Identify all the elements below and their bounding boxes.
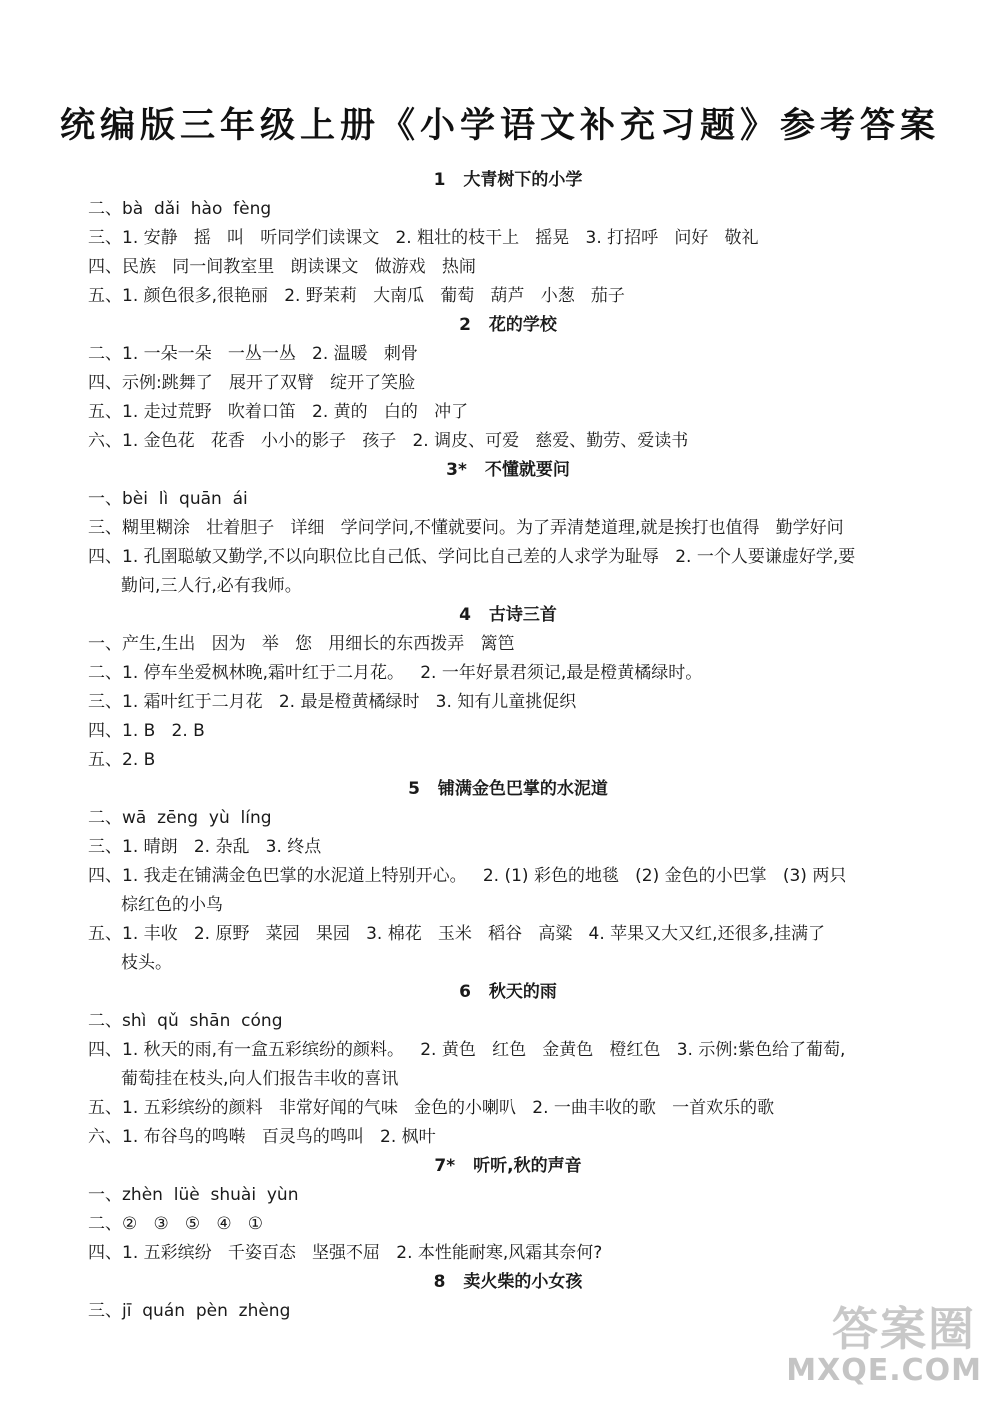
lesson-number: 7* <box>434 1156 456 1176</box>
answer-line: 五、1. 五彩缤纷的颜料 非常好闻的气味 金色的小喇叭 2. 一曲丰收的歌 一首欢乐的歌 <box>88 1098 775 1118</box>
lesson-number: 4 <box>459 605 471 625</box>
lesson-title: 铺满金色巴掌的水泥道 <box>437 779 608 799</box>
answer-line: 二、② ③ ⑤ ④ ① <box>88 1214 264 1234</box>
page-title: 统编版三年级上册《小学语文补充习题》参考答案 <box>59 105 940 146</box>
answer-line: 三、1. 安静 摇 叫 听同学们读课文 2. 粗壮的枝干上 摇晃 3. 打招呼 问好 敬礼 <box>88 228 759 248</box>
lesson-title: 秋天的雨 <box>488 982 557 1002</box>
lesson-title: 大青树下的小学 <box>463 170 583 190</box>
lesson-heading <box>88 456 928 485</box>
lesson-number: 6 <box>459 982 471 1002</box>
answer-line: 二、1. 停车坐爱枫林晚,霜叶红于二月花。 2. 一年好景君须记,最是橙黄橘绿时。 <box>88 663 703 683</box>
answer-line: 二、bà dǎi hào fèng <box>88 199 272 219</box>
watermark-top-text: 答案圈 <box>832 1302 976 1356</box>
answer-line-continuation: 葡萄挂在枝头,向人们报告丰收的喜讯 <box>121 1069 399 1089</box>
lesson-heading <box>88 311 928 340</box>
lesson-number: 2 <box>459 315 471 335</box>
answer-line: 二、1. 一朵一朵 一丛一丛 2. 温暖 刺骨 <box>88 344 418 364</box>
answer-line-continuation: 勤问,三人行,必有我师。 <box>121 576 302 596</box>
watermark-bottom-text: MXQE.COM <box>786 1353 982 1388</box>
lesson-heading <box>88 978 928 1007</box>
lesson-number: 3* <box>446 460 467 480</box>
answer-line: 二、shì qǔ shān cóng <box>88 1011 283 1031</box>
lesson-number: 5 <box>408 779 420 799</box>
answer-line: 四、1. 五彩缤纷 千姿百态 坚强不屈 2. 本性能耐寒,风霜其奈何? <box>88 1243 603 1263</box>
lesson-title: 花的学校 <box>488 315 557 335</box>
lesson-title: 古诗三首 <box>488 605 557 625</box>
answer-line: 五、1. 走过荒野 吹着口笛 2. 黄的 白的 冲了 <box>88 402 469 422</box>
answer-line: 四、示例:跳舞了 展开了双臂 绽开了笑脸 <box>88 373 416 393</box>
lesson-heading <box>88 601 928 630</box>
lesson-title: 卖火柴的小女孩 <box>463 1272 583 1292</box>
answer-line-continuation: 枝头。 <box>121 953 172 973</box>
answer-line: 三、1. 晴朗 2. 杂乱 3. 终点 <box>88 837 322 857</box>
answer-line: 一、zhèn lüè shuài yùn <box>88 1185 299 1205</box>
answer-line-continuation: 棕红色的小鸟 <box>121 895 223 915</box>
answer-line: 三、糊里糊涂 壮着胆子 详细 学问学问,不懂就要问。为了弄清楚道理,就是挨打也值得 勤学好问 <box>88 518 844 538</box>
answer-line: 三、1. 霜叶红于二月花 2. 最是橙黄橘绿时 3. 知有儿童挑促织 <box>88 692 577 712</box>
answer-line: 二、wā zēng yù líng <box>88 808 272 828</box>
lesson-heading <box>88 1268 928 1297</box>
answer-line: 三、jī quán pèn zhèng <box>88 1301 291 1321</box>
answer-line: 六、1. 布谷鸟的鸣啭 百灵鸟的鸣叫 2. 枫叶 <box>88 1127 436 1147</box>
answer-line: 四、1. 孔圉聪敏又勤学,不以向职位比自己低、学问比自己差的人求学为耻辱 2. 一个人要谦虚好学,要 <box>88 547 856 567</box>
answer-line: 四、1. 秋天的雨,有一盒五彩缤纷的颜料。 2. 黄色 红色 金黄色 橙红色 3. 示例:紫色给了葡萄, <box>88 1040 846 1060</box>
answer-line: 五、1. 颜色很多,很艳丽 2. 野茉莉 大南瓜 葡萄 葫芦 小葱 茄子 <box>88 286 625 306</box>
answer-line: 五、2. B <box>88 750 156 770</box>
answer-line: 一、产生,生出 因为 举 您 用细长的东西拨弄 篱笆 <box>88 634 515 654</box>
answer-line: 四、1. B 2. B <box>88 721 205 741</box>
lesson-title: 听听,秋的声音 <box>473 1156 582 1176</box>
answer-line: 四、民族 同一间教室里 朗读课文 做游戏 热闹 <box>88 257 476 277</box>
answer-line: 四、1. 我走在铺满金色巴掌的水泥道上特别开心。 2. (1) 彩色的地毯 (2) 金色的小巴掌 (3) 两只 <box>88 866 847 886</box>
watermark-logo <box>786 1293 982 1388</box>
lesson-heading <box>88 166 928 195</box>
lesson-title: 不懂就要问 <box>484 460 570 480</box>
answer-line: 六、1. 金色花 花香 小小的影子 孩子 2. 调皮、可爱 慈爱、勤劳、爱读书 <box>88 431 689 451</box>
answer-line: 五、1. 丰收 2. 原野 菜园 果园 3. 棉花 玉米 稻谷 高粱 4. 苹果又大又红,还很多,挂满了 <box>88 924 825 944</box>
answer-content <box>88 166 928 1326</box>
lesson-heading <box>88 1152 928 1181</box>
lesson-number: 8 <box>433 1272 446 1292</box>
lesson-number: 1 <box>433 170 446 190</box>
answer-line: 一、bèi lì quān ái <box>88 489 248 509</box>
lesson-heading <box>88 775 928 804</box>
